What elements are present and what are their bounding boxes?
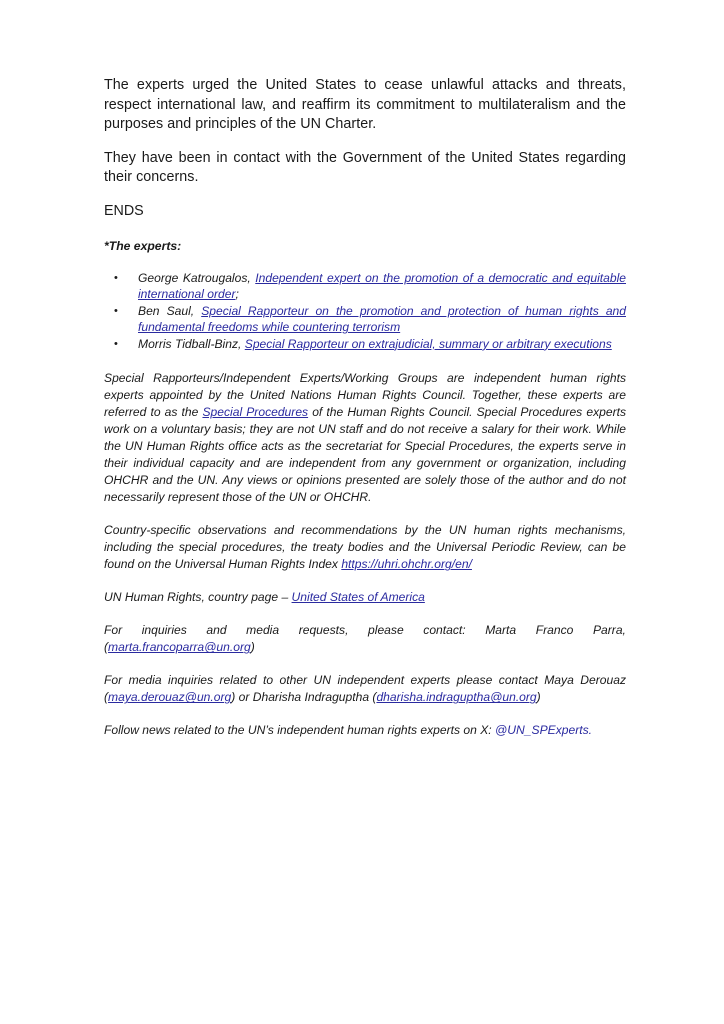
country-page-label: UN Human Rights, country page – xyxy=(104,590,292,605)
word: media xyxy=(246,623,280,638)
experts-list xyxy=(104,270,626,353)
word: inquiries xyxy=(141,623,187,638)
marta-email-link[interactable]: marta.francoparra@un.org xyxy=(108,640,251,655)
special-procedures-link[interactable]: Special Procedures xyxy=(202,405,309,420)
media-contact-email-line xyxy=(104,639,626,656)
paren: ( xyxy=(104,640,109,655)
uhri-note xyxy=(104,522,626,573)
expert-suffix: ; xyxy=(235,287,239,302)
other-media-text: ) xyxy=(536,690,541,705)
word: Marta xyxy=(485,623,517,638)
other-media-text: For media inquiries related to other UN independent experts please contact Maya Derouaz ( xyxy=(104,673,626,705)
word: Parra, xyxy=(592,623,626,638)
bullet-icon: • xyxy=(114,304,118,317)
expert-mandate-link[interactable]: Special Rapporteur on the promotion and protection of human rights and fundamental freedoms while countering terrorism xyxy=(138,303,626,335)
word: contact: xyxy=(423,623,466,638)
uhri-text: Country-specific observations and recommendations by the UN human rights mechanisms, including the special procedures, the treaty bodies and the Universal Periodic Review, can be found on the Universal Human Rights Index xyxy=(104,523,626,572)
expert-name: Ben Saul, xyxy=(138,303,202,318)
paren: ) xyxy=(250,640,255,655)
expert-mandate-link[interactable]: Independent expert on the promotion of a democratic and equitable international order xyxy=(138,270,626,302)
expert-mandate-link[interactable]: Special Rapporteur on extrajudicial, summary or arbitrary executions xyxy=(244,336,612,351)
document-page xyxy=(104,76,626,755)
special-procedures-note xyxy=(104,370,626,506)
other-media-contact xyxy=(104,672,626,706)
expert-name: Morris Tidball-Binz, xyxy=(138,336,245,351)
country-page-link[interactable]: United States of America xyxy=(291,590,425,605)
word: please xyxy=(368,623,404,638)
dharisha-email-link[interactable]: dharisha.indraguptha@un.org xyxy=(376,690,537,705)
bullet-icon: • xyxy=(114,271,118,284)
expert-item xyxy=(104,303,626,336)
expert-name: George Katrougalos, xyxy=(138,270,256,285)
other-media-text: ) or Dharisha Indraguptha ( xyxy=(231,690,377,705)
follow-line xyxy=(104,722,626,739)
expert-item xyxy=(104,336,626,353)
x-handle-link[interactable]: @UN_SPExperts. xyxy=(495,723,592,738)
word: and xyxy=(206,623,227,638)
country-page-line xyxy=(104,589,626,606)
maya-email-link[interactable]: maya.derouaz@un.org xyxy=(108,690,232,705)
ends-marker: ENDS xyxy=(104,202,144,219)
note-text: of the Human Rights Council. Special Procedures experts work on a voluntary basis; they are not UN staff and do not receive a salary for their work. While the UN Human Rights office acts as the secretariat for Special Procedures, the experts serve in their individual capacity and are independent from any government or organization, including OHCHR and the UN. Any views or opinions presented are solely those of the author and do not necessarily represent those of the UN or OHCHR. xyxy=(104,405,626,505)
expert-item xyxy=(104,270,626,303)
word: requests, xyxy=(298,623,349,638)
media-contact-line xyxy=(104,622,626,639)
word: Franco xyxy=(535,623,574,638)
paragraph-contact-government: They have been in contact with the Government of the United States regarding their concerns. xyxy=(104,149,626,185)
media-contact xyxy=(104,622,626,656)
note-text: Special Rapporteurs/Independent Experts/Working Groups are independent human rights experts appointed by the United Nations Human Rights Council. Together, these experts are referred to as the xyxy=(104,371,626,420)
follow-text: Follow news related to the UN’s independent human rights experts on X: xyxy=(104,723,496,738)
paragraph-urge: The experts urged the United States to cease unlawful attacks and threats, respect international law, and reaffirm its commitment to multilateralism and the purposes and principles of the UN Charter. xyxy=(104,77,626,132)
bullet-icon: • xyxy=(114,337,118,350)
word: For xyxy=(104,623,123,638)
experts-heading: *The experts: xyxy=(104,238,182,253)
uhri-link[interactable]: https://uhri.ohchr.org/en/ xyxy=(341,557,472,572)
